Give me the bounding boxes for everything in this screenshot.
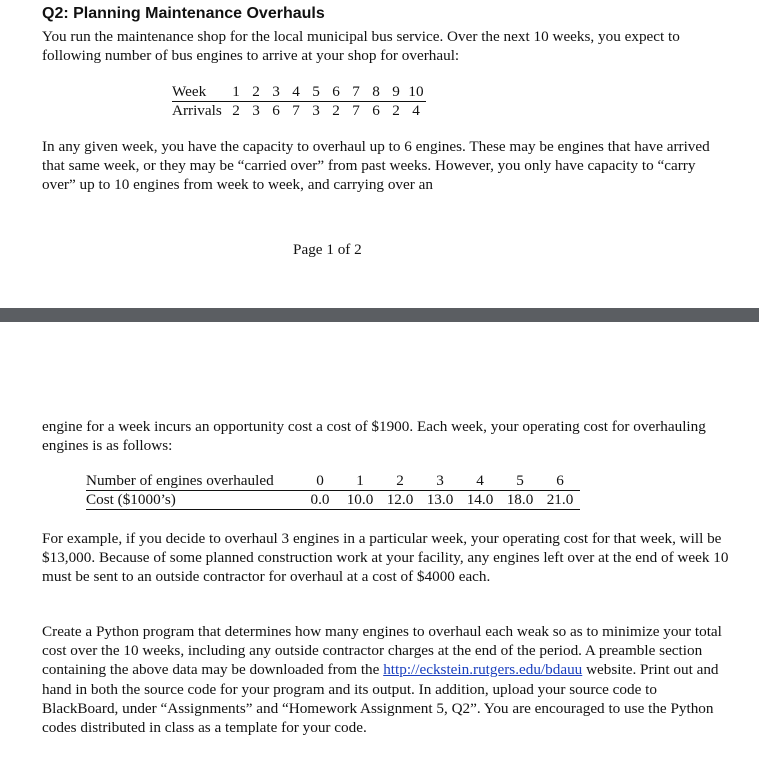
week-cell: 7 <box>346 83 366 102</box>
page-1 <box>0 0 759 308</box>
arrival-cell: 6 <box>372 102 380 119</box>
cost-cell: 13.0 <box>420 491 460 510</box>
week-cell: 2 <box>246 83 266 102</box>
capacity-continued-paragraph: engine for a week incurs an opportunity cost a cost of $1900. Each week, your operating cost for overhauling engines is as follows: <box>42 418 706 455</box>
example-paragraph: For example, if you decide to overhaul 3 engines in a particular week, your operating cost for that week, will be $13,000. Because of some planned construction work at your facility, any engines left over at the end of week 10 must be sent to an outside contractor for overhaul at a cost of $4000 each. <box>42 530 729 586</box>
arrival-cell: 3 <box>312 102 320 119</box>
week-cell: 4 <box>286 83 306 102</box>
arrival-cell: 7 <box>352 102 360 119</box>
arrival-cell: 7 <box>292 102 300 119</box>
week-cell: 9 <box>386 83 406 102</box>
page-separator <box>0 308 759 322</box>
engines-cell: 4 <box>460 472 500 491</box>
task-text-after-link: website. Print out and hand in both the source code for your program and its output. In addition, upload your source code to BlackBoard, under “Assignments” and “Homework Assignment 5, Q2”. You are encouraged to use the Python codes distributed in class as a template for your code. <box>42 661 719 737</box>
week-cell: 10 <box>406 83 426 102</box>
week-cell: 3 <box>266 83 286 102</box>
cost-cell: 21.0 <box>540 491 580 510</box>
cost-table <box>86 472 580 510</box>
cost-row <box>86 491 580 510</box>
arrival-cell: 2 <box>232 102 240 119</box>
task-paragraph <box>42 622 732 737</box>
page-2 <box>0 322 759 763</box>
cost-cell: 18.0 <box>500 491 540 510</box>
arrival-cell: 3 <box>252 102 260 119</box>
arrivals-row <box>172 102 426 121</box>
arrivals-table <box>172 83 426 120</box>
week-label: Week <box>172 83 226 102</box>
week-cell: 8 <box>366 83 386 102</box>
week-cell: 6 <box>326 83 346 102</box>
cost-cell: 12.0 <box>380 491 420 510</box>
arrival-cell: 6 <box>272 102 280 119</box>
course-website-link[interactable]: http://eckstein.rutgers.edu/bdauu <box>383 661 583 679</box>
cost-cell: 0.0 <box>300 491 340 510</box>
engines-cell: 2 <box>380 472 420 491</box>
page-number: Page 1 of 2 <box>293 241 362 258</box>
arrival-cell: 2 <box>332 102 340 119</box>
arrival-cell: 4 <box>412 102 420 119</box>
arrival-cell: 2 <box>392 102 400 119</box>
capacity-paragraph: In any given week, you have the capacity to overhaul up to 6 engines. These may be engines that have arrived that same week, or they may be “carried over” from past weeks. However, you only have capacity to “carry over” up to 10 engines from week to week, and carrying over an <box>42 138 710 194</box>
cost-cell: 10.0 <box>340 491 380 510</box>
arrivals-label: Arrivals <box>172 102 222 119</box>
intro-paragraph: You run the maintenance shop for the local municipal bus service. Over the next 10 weeks, you expect to following number of bus engines to arrive at your shop for overhaul: <box>42 28 680 65</box>
engines-cell: 1 <box>340 472 380 491</box>
engines-row <box>86 472 580 491</box>
week-row <box>172 83 426 102</box>
engines-cell: 6 <box>540 472 580 491</box>
cost-cell: 14.0 <box>460 491 500 510</box>
week-cell: 1 <box>226 83 246 102</box>
engines-label: Number of engines overhauled <box>86 472 300 491</box>
task-text-before-link: Create a Python program that determines how many engines to overhaul each weak so as to minimize your total cost over the 10 weeks, including any outside contractor charges at the end of the period. A preamble section containing the above data may be downloaded from the <box>42 623 722 679</box>
engines-cell: 5 <box>500 472 540 491</box>
question-title: Q2: Planning Maintenance Overhauls <box>42 5 325 22</box>
engines-cell: 3 <box>420 472 460 491</box>
week-cell: 5 <box>306 83 326 102</box>
engines-cell: 0 <box>300 472 340 491</box>
cost-label: Cost ($1000’s) <box>86 491 300 510</box>
